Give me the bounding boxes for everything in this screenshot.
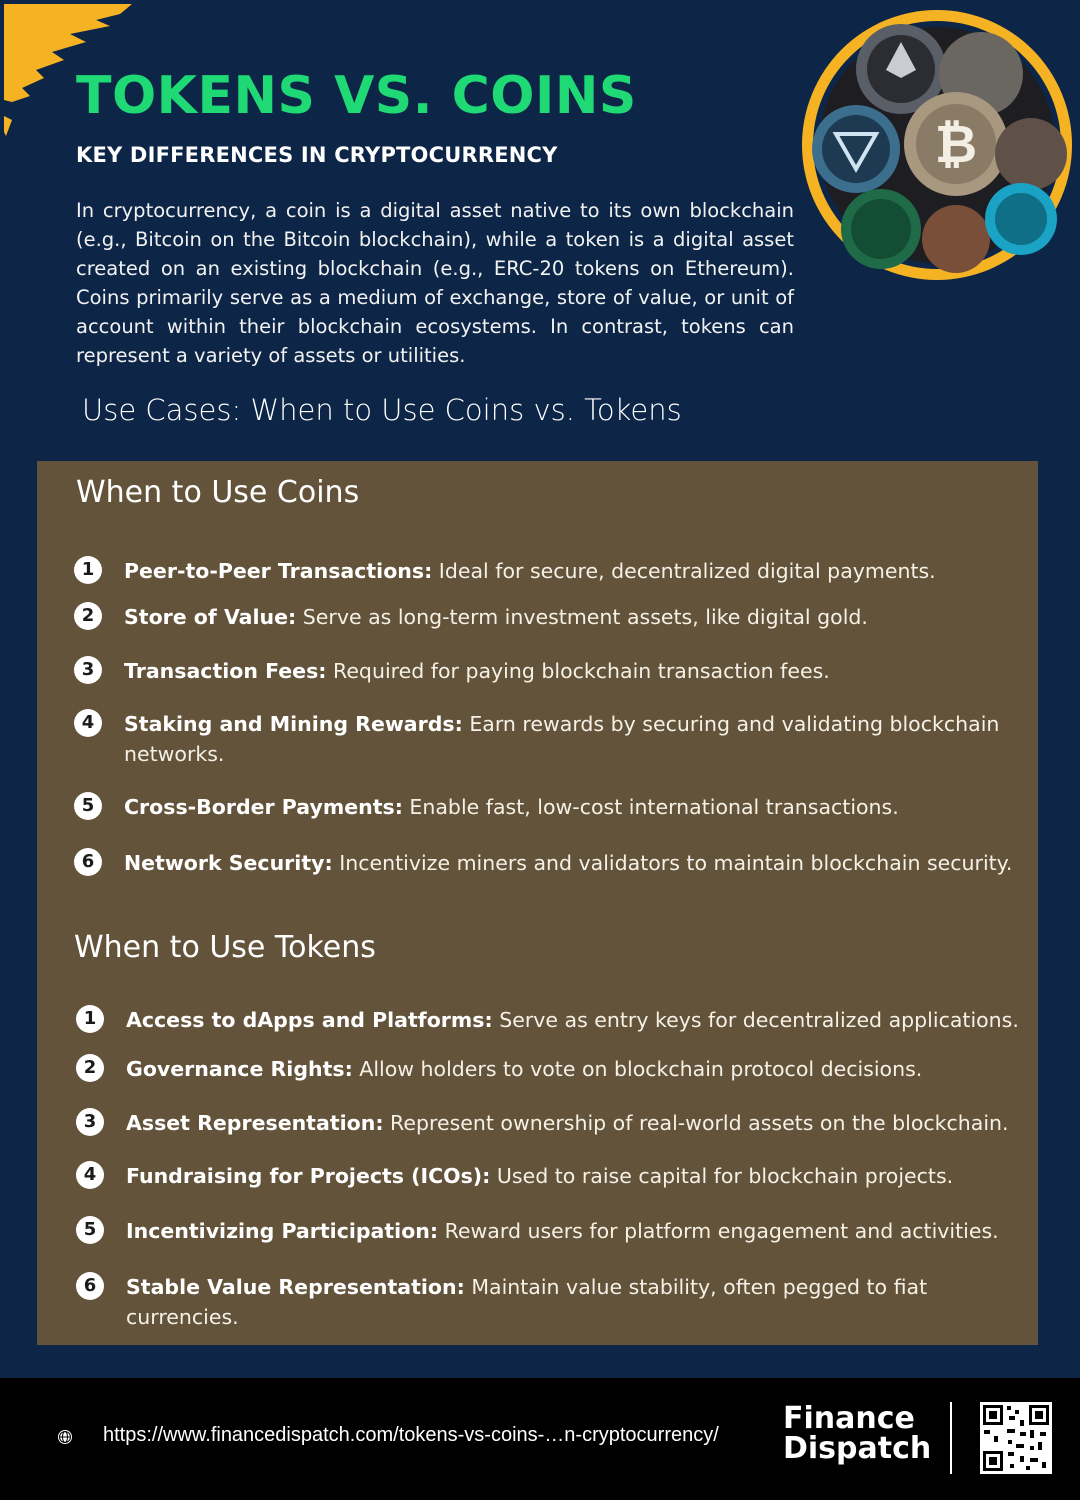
globe-icon (57, 1429, 73, 1445)
item-term: Cross-Border Payments: (124, 795, 403, 819)
logo-line-1: Finance (783, 1401, 915, 1436)
item-description: Maintain value stability, often pegged to fiat currencies. (126, 1275, 928, 1329)
number-badge: 3 (74, 656, 102, 684)
item-term: Stable Value Representation: (126, 1275, 465, 1299)
item-description: Serve as entry keys for decentralized applications. (492, 1008, 1019, 1032)
item-term: Transaction Fees: (124, 659, 327, 683)
intro-paragraph: In cryptocurrency, a coin is a digital asset native to its own blockchain (e.g., Bitcoin on the Bitcoin blockchain), while a token is a digital asset created on an existing blockchain (e.g., ERC-20 tokens on Ethereum). Coins primarily serve as a medium of exchange, store of value, or unit of account within their blockchain ecosystems. In contrast, tokens can represent a variety of assets or utilities. (76, 199, 794, 367)
footer-divider (950, 1402, 952, 1474)
item-term: Network Security: (124, 851, 333, 875)
number-badge: 3 (76, 1108, 104, 1136)
source-link[interactable]: https://www.financedispatch.com/tokens-vs-coins-…n-cryptocurrency/ (103, 1424, 719, 1446)
use-cases-heading: Use Cases: When to Use Coins vs. Tokens (82, 393, 682, 427)
number-badge: 1 (74, 556, 102, 584)
item-description: Ideal for secure, decentralized digital payments. (432, 559, 936, 583)
number-badge: 2 (76, 1054, 104, 1082)
item-description: Incentivize miners and validators to maintain blockchain security. (332, 851, 1013, 875)
crypto-coins-image (796, 4, 1078, 286)
item-description: Reward users for platform engagement and activities. (438, 1219, 999, 1243)
item-description: Used to raise capital for blockchain projects. (490, 1164, 954, 1188)
item-description: Allow holders to vote on blockchain protocol decisions. (352, 1057, 923, 1081)
item-term: Incentivizing Participation: (126, 1219, 439, 1243)
tokens-section-title: When to Use Tokens (74, 930, 376, 965)
page-title: TOKENS VS. COINS (76, 66, 637, 126)
finance-dispatch-logo (783, 1401, 932, 1466)
item-term: Governance Rights: (126, 1057, 353, 1081)
number-badge: 6 (74, 848, 102, 876)
number-badge: 5 (74, 792, 102, 820)
item-term: Store of Value: (124, 605, 297, 629)
item-term: Fundraising for Projects (ICOs): (126, 1164, 491, 1188)
number-badge: 5 (76, 1216, 104, 1244)
item-description: Required for paying blockchain transaction fees. (326, 659, 830, 683)
coins-section-title: When to Use Coins (76, 475, 360, 510)
svg-text:₿: ₿ (934, 115, 978, 175)
item-term: Asset Representation: (126, 1111, 384, 1135)
item-term: Peer-to-Peer Transactions: (124, 559, 433, 583)
page-subtitle: KEY DIFFERENCES IN CRYPTOCURRENCY (76, 143, 558, 167)
use-cases-panel (37, 461, 1038, 1345)
number-badge: 2 (74, 602, 102, 630)
item-description: Enable fast, low-cost international transactions. (402, 795, 899, 819)
number-badge: 4 (74, 709, 102, 737)
number-badge: 4 (76, 1161, 104, 1189)
logo-line-2: Dispatch (783, 1431, 932, 1466)
number-badge: 6 (76, 1272, 104, 1300)
item-term: Staking and Mining Rewards: (124, 712, 463, 736)
item-term: Access to dApps and Platforms: (126, 1008, 493, 1032)
item-description: Serve as long-term investment assets, like digital gold. (296, 605, 868, 629)
item-description: Represent ownership of real-world assets on the blockchain. (383, 1111, 1009, 1135)
qr-code[interactable] (980, 1402, 1052, 1474)
number-badge: 1 (76, 1005, 104, 1033)
item-description: Earn rewards by securing and validating blockchain networks. (124, 712, 1000, 766)
